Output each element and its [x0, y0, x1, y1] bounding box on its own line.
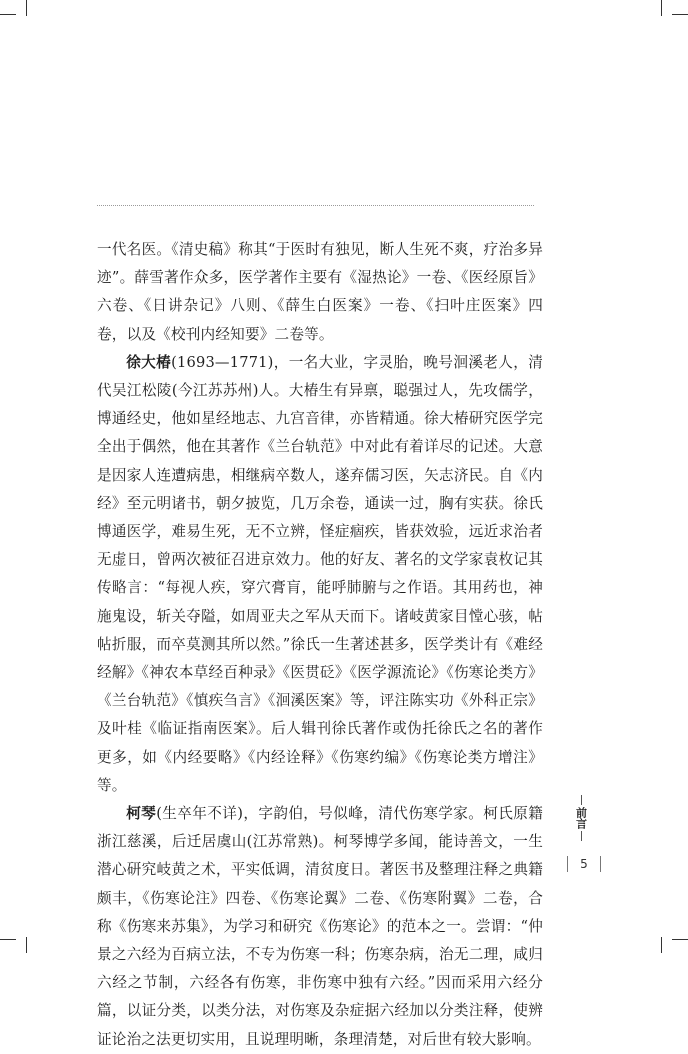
crop-mark-br-h: [672, 939, 688, 940]
page-number-box: [567, 854, 601, 874]
person-name: 柯琴: [126, 805, 157, 823]
paragraph-ke-qin: [97, 800, 543, 1054]
paragraph-text: 一代名医。《清史稿》称其“于医时有独见，断人生死不爽，疗治多异迹”。薛雪著作众多，医学著作主要有《湿热论》一卷、《医经原旨》六卷、《日讲杂记》八则、《薛生白医案》一卷、《扫叶庄医案》四卷，以及《校刊内经知要》二卷等。: [97, 241, 543, 343]
side-tab-bar-bottom: [581, 831, 582, 841]
crop-mark-tl-v: [26, 0, 27, 16]
section-tab-label: 前言: [574, 807, 588, 829]
paragraph-xue-xue-cont: [97, 236, 543, 349]
crop-mark-tl-h: [0, 14, 16, 15]
paragraph-text: (生卒年不详)，字韵伯，号似峰，清代伤寒学家。柯氏原籍浙江慈溪，后迁居虞山(江苏常熟)。柯琴博学多闻，能诗善文，一生潜心研究岐黄之术，平实低调，清贫度日。著医书及整理注释之典籍颇丰，《伤寒论注》四卷、《伤寒论翼》二卷、《伤寒附翼》二卷，合称《伤寒来苏集》，为学习和研究《伤寒论》的范本之一。尝谓：“仲景之六经为百病立法，不专为伤寒一科；伤寒杂病，治无二理，咸归六经之节制，六经各有伤寒，非伤寒中独有六经。”因而采用六经分篇，以证分类，以类分法，对伤寒及杂症据六经加以分类注释，使辨证论治之法更切实用，且说理明晰，条理清楚，对后世有较大影响。: [97, 805, 544, 1048]
body-text: [97, 236, 543, 1054]
crop-mark-bl-v: [26, 937, 27, 953]
person-name: 徐大椿: [126, 353, 172, 371]
crop-mark-bl-h: [0, 939, 16, 940]
header-dotted-rule: [97, 205, 534, 206]
crop-mark-tr-v: [661, 0, 662, 16]
section-side-tab: [567, 795, 595, 841]
side-tab-bar-top: [581, 795, 582, 805]
paragraph-text: (1693—1771)，一名大业，字灵胎，晚号洄溪老人，清代吴江松陵(今江苏苏州)人。大椿生有异禀，聪强过人，先攻儒学，博通经史，他如星经地志、九宫音律，亦皆精通。徐大椿研究医学完全出于偶然，他在其著作《兰台轨范》中对此有着详尽的记述。大意是因家人连遭病患，相继病卒数人，遂弃儒习医，矢志济民。自《内经》至元明诸书，朝夕披览，几万余卷，通读一过，胸有实获。徐氏博通医学，难易生死，无不立辨，怪症痼疾，皆获效验，远近求治者无虚日，曾两次被征召进京效力。他的好友、著名的文学家袁枚记其传略言：“每视人疾，穿穴膏肓，能呼肺腑与之作语。其用药也，神施鬼设，斩关夺隘，如周亚夫之军从天而下。诸岐黄家目憆心骇，帖帖折服，而卒莫测其所以然。”徐氏一生著述甚多，医学类计有《难经经解》《神农本草经百种录》《医贯砭》《医学源流论》《伤寒论类方》《兰台轨范》《慎疾刍言》《洄溪医案》等，评注陈实功《外科正宗》及叶桂《临证指南医案》。后人辑刊徐氏著作或伪托徐氏之名的著作更多，如《内经要略》《内经诠释》《伤寒约编》《伤寒论类方增注》等。: [97, 353, 543, 794]
crop-mark-br-v: [661, 937, 662, 953]
page-number: 5: [580, 857, 588, 871]
page-number-sep-left: [567, 856, 568, 872]
page-number-sep-right: [600, 856, 601, 872]
paragraph-xu-dachun: [97, 349, 543, 800]
crop-mark-tr-h: [672, 14, 688, 15]
